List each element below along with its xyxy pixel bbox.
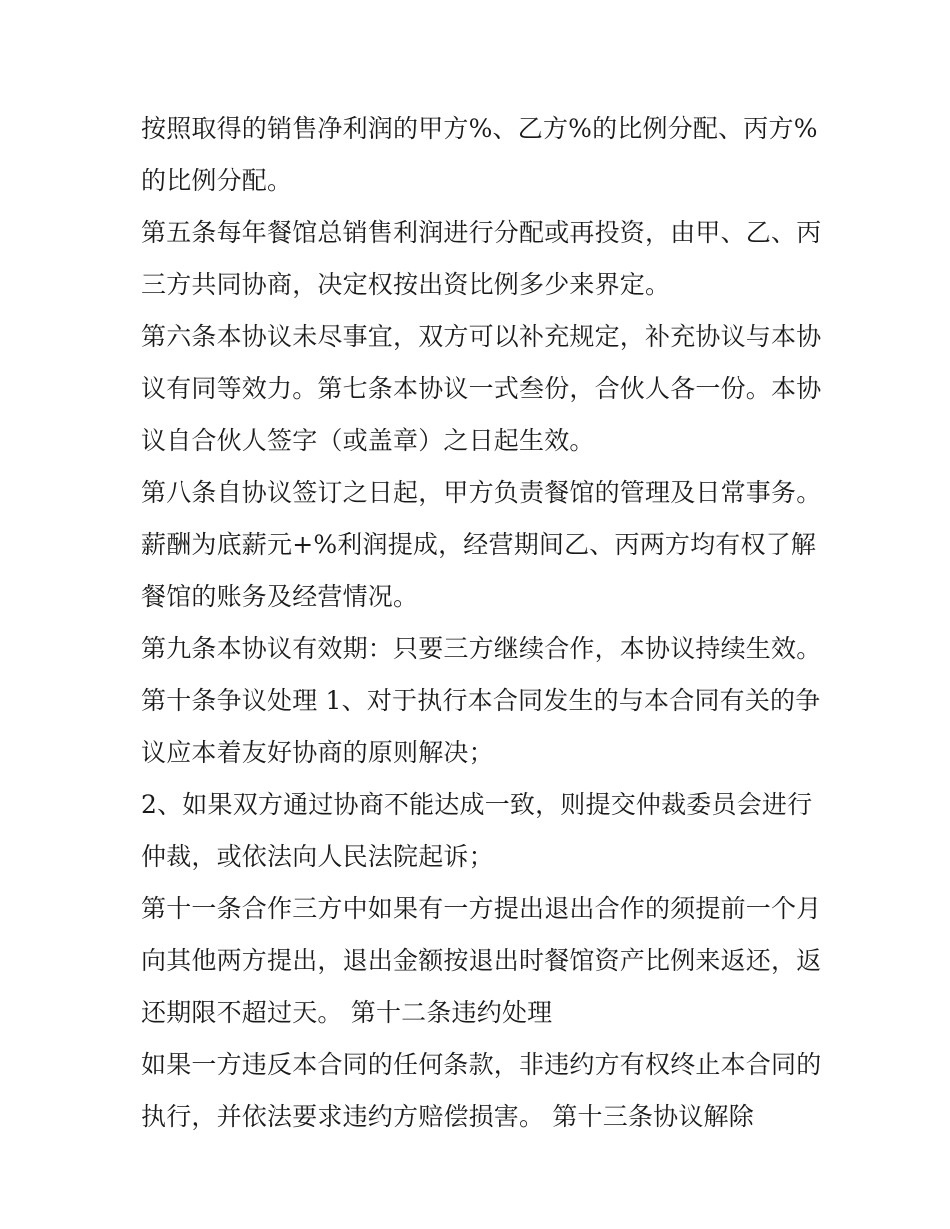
text-line: 如果一方违反本合同的任何条款，非违约方有权终止本合同的 bbox=[141, 1050, 822, 1079]
text-line: 第九条本协议有效期：只要三方继续合作，本协议持续生效。 bbox=[141, 634, 822, 663]
text-line: 议有同等效力。第七条本协议一式叁份，合伙人各一份。本协 bbox=[141, 374, 822, 403]
text-line: 2、如果双方通过协商不能达成一致，则提交仲裁委员会进行 bbox=[141, 790, 813, 819]
text-line: 议应本着友好协商的原则解决； bbox=[141, 738, 494, 767]
text-line: 议自合伙人签字（或盖章）之日起生效。 bbox=[141, 426, 595, 455]
text-line: 第八条自协议签订之日起，甲方负责餐馆的管理及日常事务。 bbox=[141, 478, 822, 507]
text-line: 执行，并依法要求违约方赔偿损害。 第十三条协议解除 bbox=[141, 1102, 754, 1131]
text-line: 餐馆的账务及经营情况。 bbox=[141, 582, 419, 611]
text-line: 向其他两方提出，退出金额按退出时餐馆资产比例来返还，返 bbox=[141, 946, 822, 975]
text-line: 第五条每年餐馆总销售利润进行分配或再投资，由甲、乙、丙 bbox=[141, 218, 822, 247]
text-line: 第十条争议处理 1、对于执行本合同发生的与本合同有关的争 bbox=[141, 686, 821, 715]
text-line: 第十一条合作三方中如果有一方提出退出合作的须提前一个月 bbox=[141, 894, 822, 923]
text-line: 仲裁，或依法向人民法院起诉； bbox=[141, 842, 494, 871]
text-line: 薪酬为底薪元+%利润提成，经营期间乙、丙两方均有权了解 bbox=[141, 530, 817, 559]
text-line: 还期限不超过天。 第十二条违约处理 bbox=[141, 998, 553, 1027]
document-body bbox=[141, 103, 821, 1143]
text-line: 的比例分配。 bbox=[141, 166, 293, 195]
text-line: 第六条本协议未尽事宜，双方可以补充规定，补充协议与本协 bbox=[141, 322, 822, 351]
text-line: 三方共同协商，决定权按出资比例多少来界定。 bbox=[141, 270, 671, 299]
text-line: 按照取得的销售净利润的甲方%、乙方%的比例分配、丙方% bbox=[141, 114, 818, 143]
